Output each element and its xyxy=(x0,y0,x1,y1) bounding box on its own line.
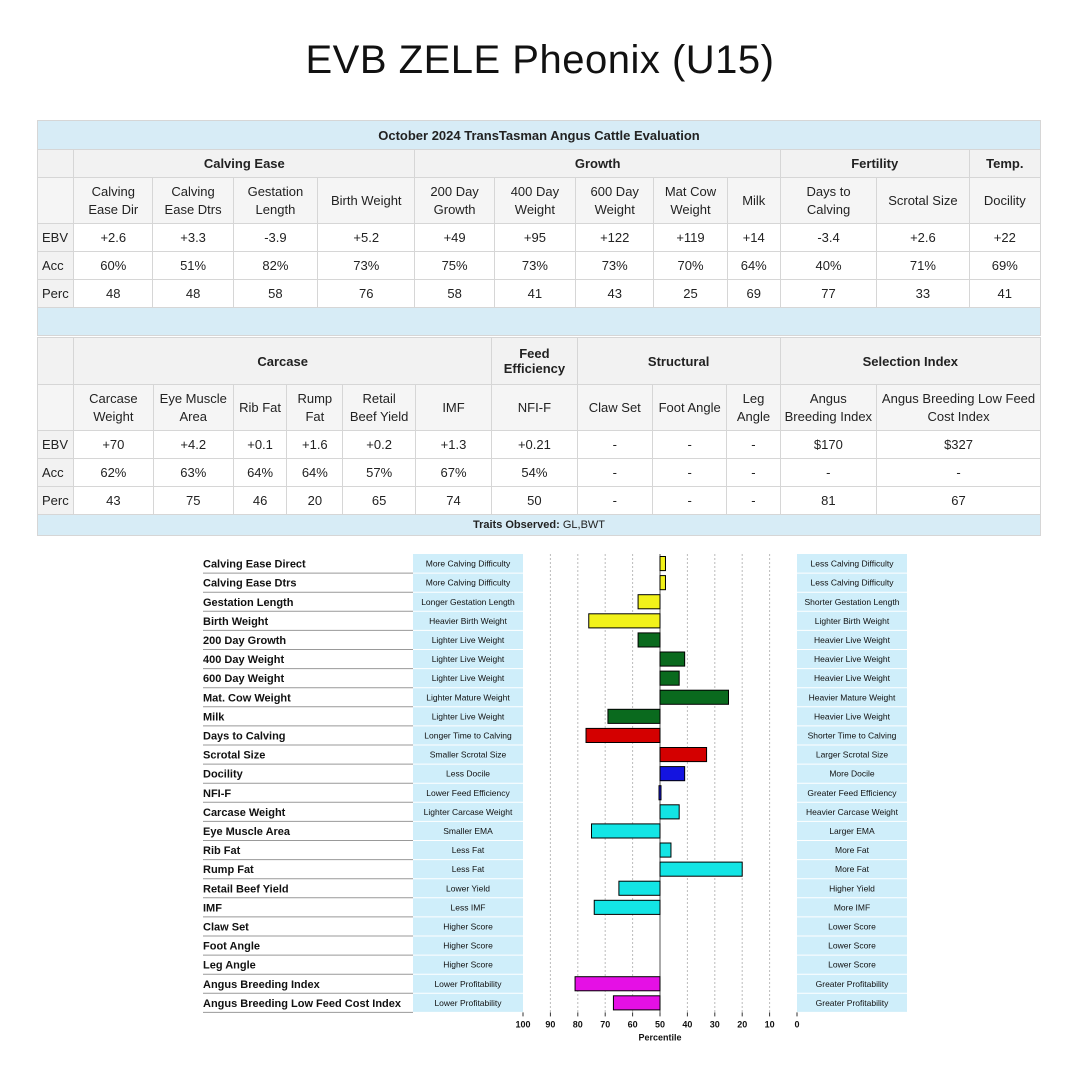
value-cell: 75% xyxy=(415,252,494,280)
trait-name: Mat. Cow Weight xyxy=(203,692,291,705)
trait-header-line: Calving xyxy=(171,183,215,199)
row-label: EBV xyxy=(38,224,74,252)
left-descriptor: Lower Yield xyxy=(446,883,490,894)
right-descriptor: Shorter Time to Calving xyxy=(807,730,897,741)
value-cell: 64% xyxy=(233,459,286,487)
evaluation-banner: October 2024 TransTasman Angus Cattle Evaluation xyxy=(38,121,1041,150)
trait-name: Angus Breeding Index xyxy=(203,978,320,991)
traits-observed-value: GL,BWT xyxy=(559,519,606,531)
trait-header-line: Growth xyxy=(433,201,476,217)
value-cell: 58 xyxy=(415,280,494,308)
value-cell: +14 xyxy=(727,224,780,252)
value-cell: - xyxy=(577,431,652,459)
percentile-bar xyxy=(608,709,660,723)
row-label: Perc xyxy=(38,487,74,515)
trait-header-line: Birth Weight xyxy=(330,192,402,208)
value-cell: 74 xyxy=(415,487,491,515)
trait-header-line: Cost Index xyxy=(927,408,990,424)
value-cell: -3.9 xyxy=(233,224,317,252)
value-cell: +70 xyxy=(74,431,153,459)
value-cell: 60% xyxy=(74,252,153,280)
right-descriptor: Lighter Birth Weight xyxy=(814,615,890,626)
x-tick-label: 100 xyxy=(515,1019,531,1030)
value-cell: 75 xyxy=(153,487,233,515)
trait-header-line: Days to xyxy=(806,183,851,199)
right-descriptor: Higher Yield xyxy=(829,883,875,894)
trait-header-line: Breeding Index xyxy=(784,408,873,424)
value-cell: +2.6 xyxy=(74,224,153,252)
left-descriptor: Higher Score xyxy=(443,940,493,951)
left-descriptor: Lighter Mature Weight xyxy=(426,692,510,703)
percentile-bar xyxy=(660,767,685,781)
trait-header-line: IMF xyxy=(442,399,465,415)
x-tick-label: 30 xyxy=(709,1019,720,1030)
row-label: Acc xyxy=(38,252,74,280)
trait-header-line: Scrotal Size xyxy=(888,192,958,208)
percentile-bar xyxy=(586,728,660,742)
value-cell: -3.4 xyxy=(780,224,876,252)
value-cell: $170 xyxy=(780,431,876,459)
value-cell: +1.3 xyxy=(415,431,491,459)
left-descriptor: Lighter Carcase Weight xyxy=(423,806,513,817)
left-descriptor: Less Docile xyxy=(446,768,490,779)
value-cell: 73% xyxy=(318,252,415,280)
right-descriptor: Heavier Live Weight xyxy=(814,634,890,645)
left-descriptor: Heavier Birth Weight xyxy=(429,615,507,626)
trait-name: Claw Set xyxy=(203,921,249,934)
left-descriptor: Lighter Live Weight xyxy=(431,634,505,645)
value-cell: +5.2 xyxy=(318,224,415,252)
value-cell: 25 xyxy=(654,280,727,308)
percentile-bar xyxy=(660,805,679,819)
value-cell: 40% xyxy=(780,252,876,280)
right-descriptor: More Fat xyxy=(834,845,870,856)
right-descriptor: Larger EMA xyxy=(829,825,875,836)
right-descriptor: Heavier Carcase Weight xyxy=(806,806,898,817)
trait-header-line: Weight xyxy=(514,201,556,217)
percentile-bar xyxy=(660,671,679,685)
trait-name: Rib Fat xyxy=(203,845,241,858)
trait-name: Carcase Weight xyxy=(203,806,286,819)
trait-name: NFI-F xyxy=(203,787,232,800)
x-tick-label: 10 xyxy=(764,1019,775,1030)
x-tick-label: 20 xyxy=(737,1019,748,1030)
trait-name: Eye Muscle Area xyxy=(203,825,291,838)
value-cell: 64% xyxy=(287,459,343,487)
left-descriptor: Higher Score xyxy=(443,921,493,932)
trait-group-header: Structural xyxy=(577,338,780,385)
left-descriptor: Less IMF xyxy=(450,902,486,913)
trait-header-line: 200 Day xyxy=(430,183,479,199)
trait-group-header: Fertility xyxy=(780,150,969,178)
value-cell: +22 xyxy=(969,224,1040,252)
x-tick-label: 50 xyxy=(654,1019,666,1030)
value-cell: 65 xyxy=(343,487,415,515)
trait-header-line: Claw Set xyxy=(588,399,641,415)
trait-header-line: Rump xyxy=(297,390,333,406)
value-cell: - xyxy=(577,459,652,487)
value-cell: - xyxy=(727,431,780,459)
trait-group-header: Carcase xyxy=(74,338,492,385)
percentile-bar xyxy=(594,900,660,914)
x-axis-label: Percentile xyxy=(638,1032,682,1043)
percentile-bar xyxy=(638,633,660,647)
trait-name: Docility xyxy=(203,768,243,781)
trait-name: Retail Beef Yield xyxy=(203,883,289,896)
value-cell: 64% xyxy=(727,252,780,280)
trait-group-header: Calving Ease xyxy=(74,150,415,178)
trait-name: 400 Day Weight xyxy=(203,654,285,667)
trait-name: Rump Fat xyxy=(203,864,254,877)
percentile-bar xyxy=(660,652,685,666)
value-cell: 58 xyxy=(233,280,317,308)
value-cell: +0.1 xyxy=(233,431,286,459)
left-descriptor: Lower Feed Efficiency xyxy=(426,787,510,798)
value-cell: 48 xyxy=(153,280,233,308)
value-cell: 43 xyxy=(576,280,654,308)
trait-name: 600 Day Weight xyxy=(203,673,285,686)
value-cell: 81 xyxy=(780,487,876,515)
right-descriptor: Lower Score xyxy=(828,940,876,951)
value-cell: 77 xyxy=(780,280,876,308)
trait-header-line: Area xyxy=(179,408,207,424)
value-cell: 71% xyxy=(877,252,969,280)
value-cell: 63% xyxy=(153,459,233,487)
right-descriptor: Heavier Mature Weight xyxy=(808,692,896,703)
value-cell: 69 xyxy=(727,280,780,308)
value-cell: 33 xyxy=(877,280,969,308)
percentile-bar xyxy=(613,996,660,1010)
right-descriptor: More Docile xyxy=(829,768,875,779)
value-cell: 76 xyxy=(318,280,415,308)
value-cell: 57% xyxy=(343,459,415,487)
right-descriptor: Less Calving Difficulty xyxy=(810,577,894,588)
right-descriptor: Heavier Live Weight xyxy=(814,711,890,722)
trait-name: Leg Angle xyxy=(203,959,256,972)
x-tick-label: 70 xyxy=(600,1019,611,1030)
value-cell: 67 xyxy=(877,487,1041,515)
percentile-bar xyxy=(660,576,665,590)
trait-header-line: Leg xyxy=(742,390,765,406)
percentile-bar xyxy=(619,881,660,895)
value-cell: 41 xyxy=(969,280,1040,308)
trait-header-line: 600 Day xyxy=(590,183,639,199)
trait-header-line: Retail xyxy=(362,390,396,406)
left-descriptor: Lighter Live Weight xyxy=(431,654,505,665)
left-descriptor: Longer Gestation Length xyxy=(421,596,515,607)
left-descriptor: Lighter Live Weight xyxy=(431,673,505,684)
left-descriptor: Smaller EMA xyxy=(443,825,493,836)
trait-name: Angus Breeding Low Feed Cost Index xyxy=(203,997,402,1010)
percentile-bar xyxy=(592,824,661,838)
right-descriptor: Heavier Live Weight xyxy=(814,654,890,665)
trait-header-line: Docility xyxy=(983,192,1026,208)
trait-header-line: Eye Muscle xyxy=(159,390,227,406)
right-descriptor: Greater Feed Efficiency xyxy=(807,787,897,798)
trait-name: Scrotal Size xyxy=(203,749,266,762)
value-cell: - xyxy=(652,431,726,459)
percentile-bar xyxy=(660,557,665,571)
value-cell: +1.6 xyxy=(287,431,343,459)
trait-header-line: NFI-F xyxy=(517,399,552,415)
trait-group-header: Feed Efficiency xyxy=(492,338,577,385)
value-cell: 73% xyxy=(576,252,654,280)
trait-name: Gestation Length xyxy=(203,596,294,609)
left-descriptor: More Calving Difficulty xyxy=(425,558,511,569)
trait-header-line: 400 Day xyxy=(510,183,560,199)
value-cell: +122 xyxy=(576,224,654,252)
left-descriptor: Less Fat xyxy=(451,864,485,875)
trait-header-line: Length xyxy=(255,201,296,217)
value-cell: 73% xyxy=(494,252,575,280)
trait-header-line: Weight xyxy=(594,201,635,217)
value-cell: 48 xyxy=(74,280,153,308)
trait-header-line: Ease Dir xyxy=(88,201,139,217)
trait-header-line: Angle xyxy=(736,408,771,424)
percentile-bar xyxy=(660,862,742,876)
right-descriptor: More Fat xyxy=(834,864,870,875)
left-descriptor: Longer Time to Calving xyxy=(424,730,512,741)
trait-header-line: Foot Angle xyxy=(658,399,721,415)
x-tick-label: 40 xyxy=(682,1019,693,1030)
value-cell: +4.2 xyxy=(153,431,233,459)
trait-group-header: Selection Index xyxy=(780,338,1040,385)
trait-header-line: Mat Cow xyxy=(664,183,717,199)
percentile-bar xyxy=(660,748,707,762)
left-descriptor: Higher Score xyxy=(443,959,493,970)
value-cell: +119 xyxy=(654,224,727,252)
trait-header-line: Angus xyxy=(809,390,847,406)
trait-header-line: Beef Yield xyxy=(349,408,409,424)
value-cell: 70% xyxy=(654,252,727,280)
percentile-bar xyxy=(589,614,660,628)
trait-header-line: Calving xyxy=(806,201,851,217)
value-cell: 67% xyxy=(415,459,491,487)
left-descriptor: Less Fat xyxy=(451,845,485,856)
value-cell: - xyxy=(652,459,726,487)
value-cell: +0.21 xyxy=(492,431,577,459)
left-descriptor: Lower Profitability xyxy=(434,978,502,989)
value-cell: 41 xyxy=(494,280,575,308)
left-descriptor: Lighter Live Weight xyxy=(431,711,505,722)
row-label: Perc xyxy=(38,280,74,308)
trait-header-line: Angus Breeding Low Feed xyxy=(881,390,1036,406)
value-cell: 69% xyxy=(969,252,1040,280)
right-descriptor: Larger Scrotal Size xyxy=(815,749,889,760)
percentile-bar xyxy=(575,977,660,991)
value-cell: 50 xyxy=(492,487,577,515)
right-descriptor: More IMF xyxy=(833,902,871,913)
value-cell: +2.6 xyxy=(877,224,969,252)
trait-name: Calving Ease Direct xyxy=(203,558,306,571)
percentile-bar xyxy=(660,690,729,704)
page-title: EVB ZELE Pheonix (U15) xyxy=(305,38,775,82)
percentile-bar xyxy=(659,786,661,800)
left-descriptor: Smaller Scrotal Size xyxy=(429,749,507,760)
value-cell: 20 xyxy=(287,487,343,515)
trait-group-header: Growth xyxy=(415,150,780,178)
trait-header-line: Fat xyxy=(305,408,325,424)
trait-header-line: Calving xyxy=(91,183,135,199)
trait-name: Birth Weight xyxy=(203,615,269,628)
right-descriptor: Greater Profitability xyxy=(815,997,889,1008)
value-cell: +95 xyxy=(494,224,575,252)
value-cell: 43 xyxy=(74,487,153,515)
value-cell: 46 xyxy=(233,487,286,515)
right-descriptor: Heavier Live Weight xyxy=(814,673,890,684)
trait-name: Milk xyxy=(203,711,225,724)
value-cell: +3.3 xyxy=(153,224,233,252)
x-tick-label: 90 xyxy=(545,1019,556,1030)
percentile-bar xyxy=(660,843,671,857)
value-cell: - xyxy=(780,459,876,487)
left-descriptor: More Calving Difficulty xyxy=(425,577,511,588)
trait-header-line: Gestation xyxy=(247,183,304,199)
x-tick-label: 60 xyxy=(627,1019,638,1030)
trait-name: Foot Angle xyxy=(203,940,261,953)
trait-name: Calving Ease Dtrs xyxy=(203,577,297,590)
trait-name: IMF xyxy=(203,902,222,915)
trait-header-line: Milk xyxy=(742,192,766,208)
value-cell: +0.2 xyxy=(343,431,415,459)
trait-name: 200 Day Growth xyxy=(203,634,287,647)
right-descriptor: Less Calving Difficulty xyxy=(810,558,894,569)
trait-header-line: Rib Fat xyxy=(239,399,282,415)
x-tick-label: 0 xyxy=(794,1019,800,1030)
value-cell: 51% xyxy=(153,252,233,280)
value-cell: 82% xyxy=(233,252,317,280)
trait-header-line: Ease Dtrs xyxy=(164,201,222,217)
value-cell: - xyxy=(727,487,780,515)
trait-header-line: Weight xyxy=(93,408,134,424)
trait-header-line: Weight xyxy=(670,201,711,217)
value-cell: 54% xyxy=(492,459,577,487)
value-cell: +49 xyxy=(415,224,494,252)
value-cell: $327 xyxy=(877,431,1041,459)
left-descriptor: Lower Profitability xyxy=(434,997,502,1008)
right-descriptor: Greater Profitability xyxy=(815,978,889,989)
value-cell: - xyxy=(577,487,652,515)
trait-name: Days to Calving xyxy=(203,730,286,743)
right-descriptor: Shorter Gestation Length xyxy=(804,596,900,607)
value-cell: 62% xyxy=(74,459,153,487)
percentile-bar xyxy=(638,595,660,609)
trait-group-header: Temp. xyxy=(969,150,1040,178)
value-cell: - xyxy=(877,459,1041,487)
traits-observed-label: Traits Observed: xyxy=(472,519,560,531)
row-label: Acc xyxy=(38,459,74,487)
value-cell: - xyxy=(727,459,780,487)
right-descriptor: Lower Score xyxy=(828,959,876,970)
trait-header-line: Carcase xyxy=(89,390,138,406)
right-descriptor: Lower Score xyxy=(828,921,876,932)
row-label: EBV xyxy=(38,431,74,459)
x-tick-label: 80 xyxy=(572,1019,583,1030)
value-cell: - xyxy=(652,487,726,515)
